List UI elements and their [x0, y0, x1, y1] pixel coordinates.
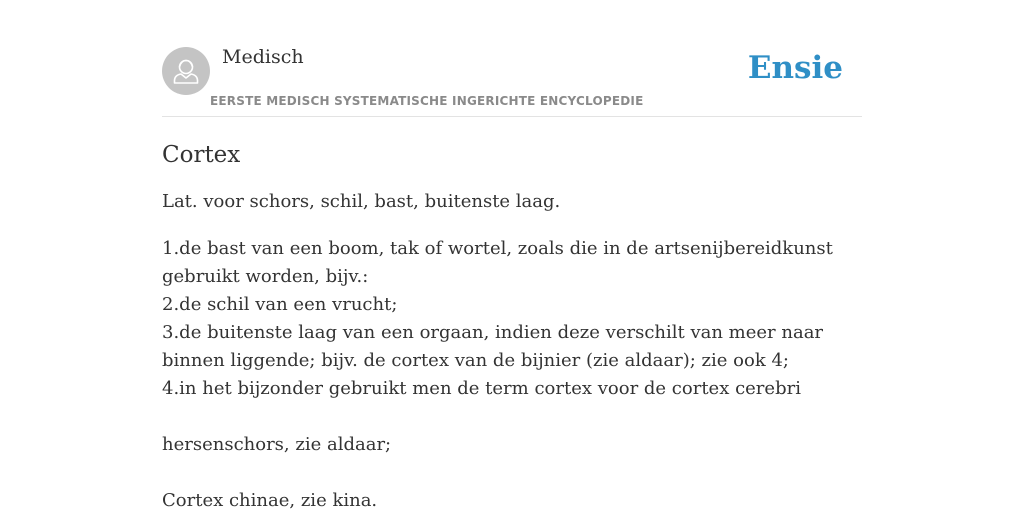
ensie-logo[interactable]: Ensie	[747, 50, 843, 86]
paragraph-gap	[162, 403, 862, 431]
author-name[interactable]: Medisch	[222, 46, 304, 68]
source-subtitle: EERSTE MEDISCH SYSTEMATISCHE INGERICHTE ENCYCLOPEDIE	[210, 94, 644, 108]
article	[162, 138, 862, 512]
definition-item: 2.de schil van een vrucht;	[162, 294, 398, 315]
article-body	[162, 235, 862, 512]
definition-item: 1.de bast van een boom, tak of wortel, zoals die in de artsenijbereidkunst gebruikt worden, bijv.:	[162, 238, 833, 287]
article-intro: Lat. voor schors, schil, bast, buitenste laag.	[162, 191, 561, 212]
definition-item: 4.in het bijzonder gebruikt men de term cortex voor de cortex cerebri	[162, 378, 801, 399]
definition-extra: Cortex chinae, zie kina.	[162, 490, 378, 511]
definition-extra: hersenschors, zie aldaar;	[162, 434, 392, 455]
page-title: Cortex	[162, 142, 241, 168]
user-silhouette-icon[interactable]	[162, 47, 210, 95]
page-header	[162, 0, 862, 117]
paragraph-gap	[162, 459, 862, 487]
definition-item: 3.de buitenste laag van een orgaan, indien deze verschilt van meer naar binnen liggende; bijv. de cortex van de bijnier (zie aldaar); zie ook 4;	[162, 322, 824, 371]
